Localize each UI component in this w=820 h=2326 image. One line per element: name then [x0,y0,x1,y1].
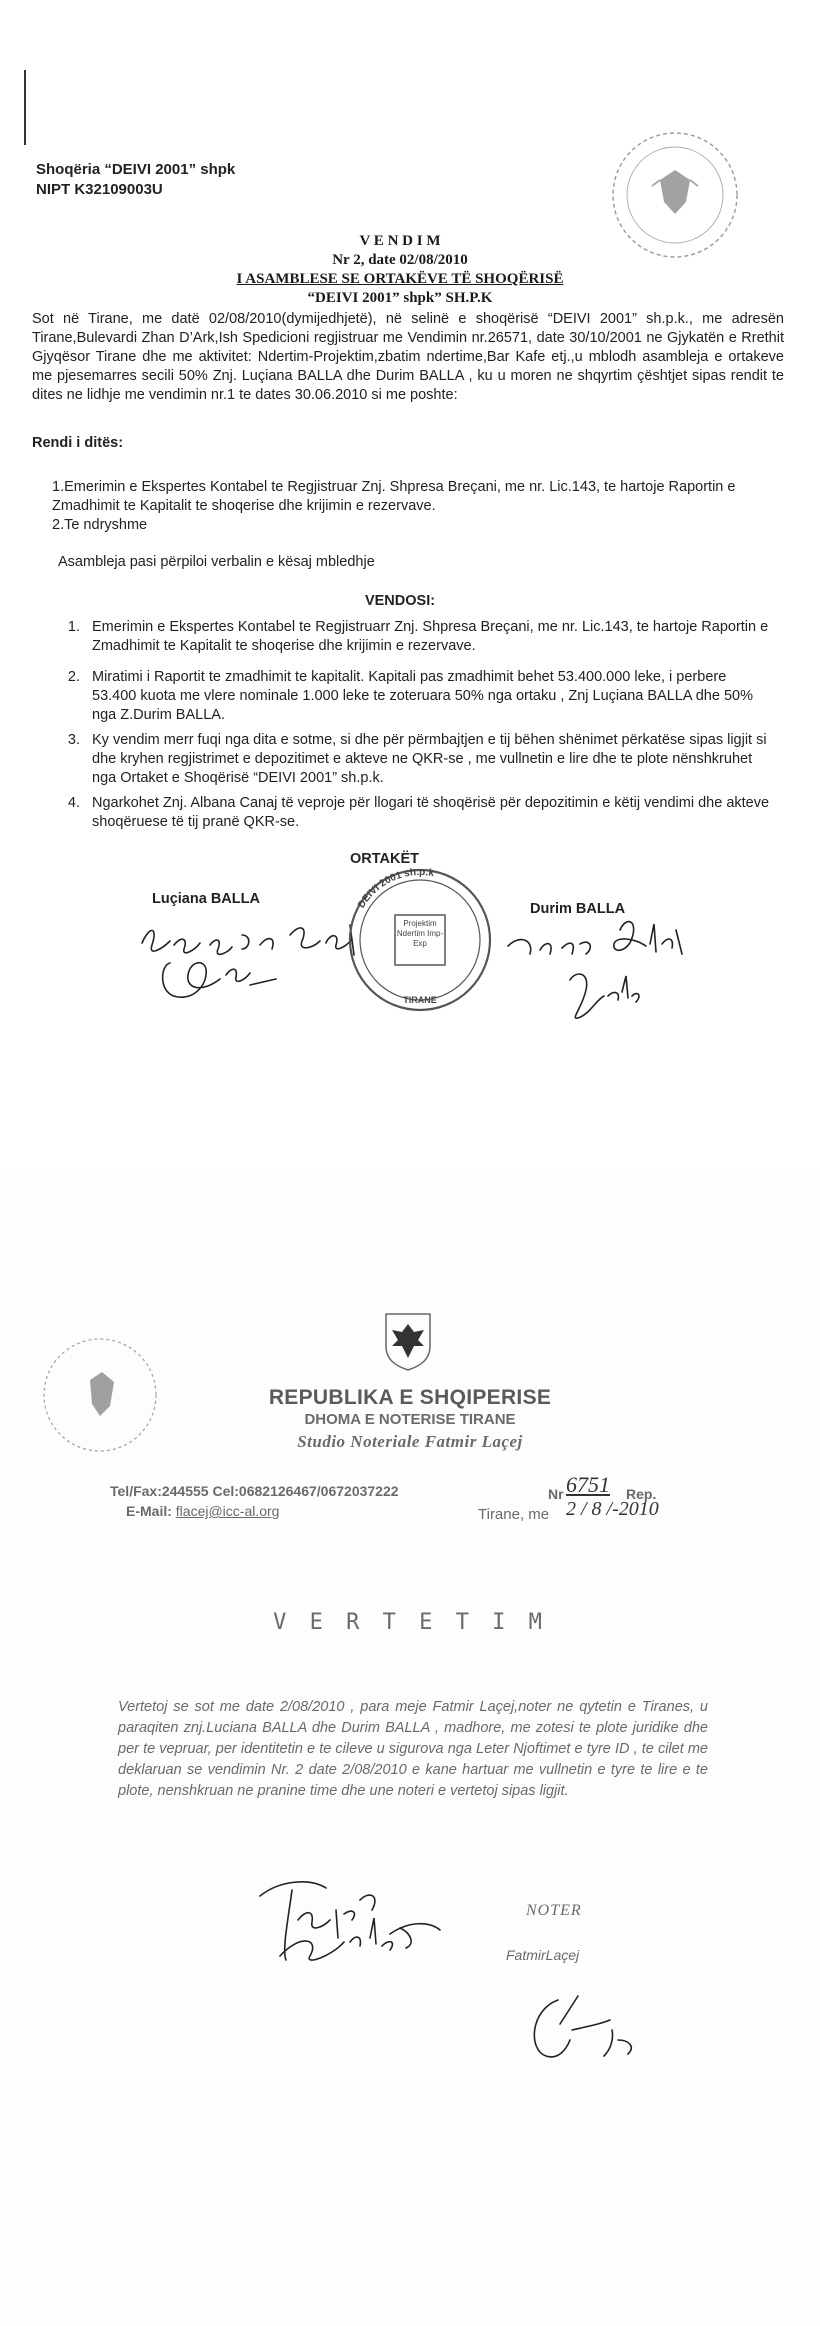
decision-item-1: 1. Emerimin e Ekspertes Kontabel te Regjistruarr Znj. Shpresa Breçani, me nr. Lic.143, te hartoje Raportin e Zmadhimit te Kapitalit te shoqerise dhe krijimin e rezervave. [84,618,774,656]
email-label: E-Mail: [126,1503,176,1519]
intro-paragraph: Sot në Tirane, me datë 02/08/2010(dymijedhjetë), në selinë e shoqërisë “DEIVI 2001” sh.p.k., me adresën Tirane,Bulevardi Zhan D’Ark,Ish Spedicioni regjistruar me Vendimin nr.26571, date 30/10/2001 ne Gjykatën e Rrethit Gjyqësor Tirane dhe me aktivitet: Ndertim-Projektim,zbatim ndertime,Bar Kafe etj.,u mblodh asambleja e ortakeve me pjesemarres secili 50% Znj. Luçiana BALLA dhe Durim BALLA , ku u moren ne shqyrtim çështjet sipas rendit te dites ne lidhje me vendimin nr.1 te dates 30.06.2010 si me poshte: [32,311,784,403]
partners-heading: ORTAKËT [350,851,420,867]
email-link[interactable]: flacej@icc-al.org [175,1503,280,1519]
svg-text:DEIVI 2001 sh.p.k [356,867,435,910]
agenda-item-2: 2.Te ndryshme [52,517,148,533]
email-line [126,1503,279,1519]
page-separator [0,1120,820,1170]
signatures-parties [240,1860,470,1980]
agenda-heading: Rendi i ditës: [32,435,124,451]
rep-label: Rep. [626,1486,657,1502]
notary-certificate-page [0,1170,820,2326]
agenda-item-1: 1.Emerimin e Ekspertes Kontabel te Regjistruar Znj. Shpresa Breçani, me nr. Lic.143, te hartoje Raportin e Zmadhimit te Kapitalit te shoqerise dhe krijimin e rezervave. [52,479,736,514]
nipt-line: NIPT K32109003U [36,181,163,198]
partner-2-name: Durim BALLA [530,901,626,917]
chamber-title: DHOMA E NOTERISE TIRANE [304,1411,516,1428]
notary-stamp-left [40,1320,170,1470]
title-company: “DEIVI 2001” shpk” SH.P.K [307,290,493,306]
certificate-title: V E R T E T I M [273,1610,547,1635]
eagle-emblem-icon [380,1310,436,1372]
decision-item-3: 3. Ky vendim merr fuqi nga dita e sotme, si dhe për përmbajtjen e tij bëhen shënimet përkatëse sipas ligjit si dhe kryhen regjistrimet e depozitimet e akteve ne QKR-se , me vullnetin e lire dhe te plote nënshkruhet nga Ortaket e Shoqërisë “DEIVI 2001” sh.p.k. [84,731,774,788]
decision-title [200,232,600,308]
city-label: Tirane, me [478,1506,550,1523]
nr-value: 6751 [566,1472,610,1497]
company-stamp [345,865,495,1015]
noter-name: FatmirLaçej [506,1947,580,1963]
decisions-list [62,618,774,838]
stamp-ring-text: DEIVI 2001 sh.p.k [356,866,435,911]
company-line: Shoqëria “DEIVI 2001” shpk [36,161,236,178]
noter-label: NOTER [526,1902,582,1919]
date-value: 2 / 8 /-2010 [566,1498,659,1520]
title-vendim: V E N D I M [359,233,441,249]
title-number: Nr 2, date 02/08/2010 [332,252,468,268]
partner-1-name: Luçiana BALLA [152,891,260,907]
certificate-body: Vertetoj se sot me date 2/08/2010 , para meje Fatmir Laçej,noter ne qytetin e Tiranes, u paraqiten znj.Luciana BALLA dhe Durim BALLA , madhore, me zotesi te plote juridike dhe per te vepruar, per identitetin e te cileve u sigurova nga Leter Njoftimet e tyre ID , te cilet me deklaruan se vendimin Nr. 2 date 2/08/2010 e kane hartuar me vullnetin e tyre te lire e te plote, nenshkruan ne pranine time dhe une noteri e vertetoj sipas ligjit. [118,1699,708,1799]
notary-stamp-top [600,120,750,270]
decision-item-2: 2. Miratimi i Raportit te zmadhimit te kapitalit. Kapitali pas zmadhimit behet 53.400.000 leke, i perbere 53.400 kuota me vlere nominale 1.000 leke te zoteruara 50% nga ortaku , Znj Luçiana BALLA dhe 50% nga Z.Durim BALLA. [84,668,774,725]
republic-title: REPUBLIKA E SHQIPERISE [268,1386,552,1409]
decision-item-4: 4. Ngarkohet Znj. Albana Canaj të veproje për llogari të shoqërisë për depozitimin e këtij vendimi dhe akteve shoqëruese të tij pranë QKR-se. [84,794,774,832]
nr-label: Nr [548,1486,564,1502]
assembly-line: Asambleja pasi përpiloi verbalin e kësaj mbledhje [58,554,375,570]
title-assembly: I ASAMBLESE SE ORTAKËVE TË SHOQËRISË [236,271,564,287]
signature-notary [500,1970,650,2080]
studio-title: Studio Noteriale Fatmir Laçej [297,1432,523,1451]
decision-page [0,0,820,1120]
decides-heading: VENDOSI: [364,593,436,609]
signature-durim [500,900,700,1030]
stamp-sub-text: TIRANE [403,995,437,1005]
stamp-center-text: Projektim Ndertim Imp-Exp [396,919,444,948]
margin-mark [24,70,26,145]
tel-fax: Tel/Fax:244555 Cel:0682126467/0672037222 [110,1483,399,1499]
